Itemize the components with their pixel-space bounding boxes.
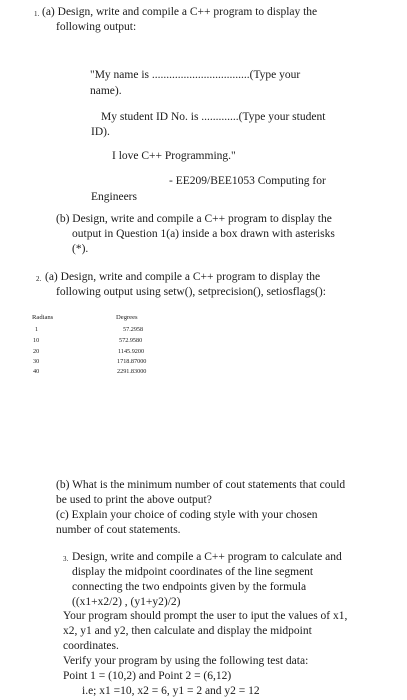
output-line-name-cont: name).: [90, 85, 122, 97]
table-header-radians: Radians: [32, 314, 54, 321]
table-cell-degrees: 572.9580: [119, 337, 143, 344]
q2a-text-line1: (a) Design, write and compile a C++ program to display the: [45, 271, 321, 283]
q1b-text-line1: (b) Design, write and compile a C++ program to display the: [56, 213, 332, 225]
q3-test-values: i.e; x1 =10, x2 = 6, y1 = 2 and y2 = 12: [82, 685, 260, 697]
table-cell-radians: 10: [33, 337, 40, 344]
output-line-course-cont: Engineers: [91, 191, 137, 203]
output-line-id-cont: ID).: [91, 126, 110, 138]
q3-test-points: Point 1 = (10,2) and Point 2 = (6,12): [63, 670, 232, 682]
q1b-text-line2: output in Question 1(a) inside a box drawn with asterisks: [72, 228, 335, 240]
output-line-name: "My name is ..................................(Type your: [90, 69, 301, 81]
q3-text-line2: display the midpoint coordinates of the line segment: [72, 566, 314, 578]
output-line-id: My student ID No. is .............(Type your student: [101, 111, 326, 123]
table-cell-radians: 1: [35, 326, 39, 333]
q1a-text-line2: following output:: [56, 21, 137, 33]
table-cell-radians: 30: [33, 358, 40, 365]
table-header-degrees: Degrees: [116, 314, 138, 321]
q1a-text-line1: (a) Design, write and compile a C++ program to display the: [42, 6, 318, 18]
table-cell-degrees: 1145.9200: [118, 348, 145, 355]
q3-text-line7: coordinates.: [63, 640, 119, 652]
q3-formula: ((x1+x2/2) , (y1+y2)/2): [72, 596, 181, 608]
q3-text-line3: connecting the two endpoints given by the formula: [72, 581, 307, 593]
output-line-love: I love C++ Programming.": [112, 150, 236, 162]
q2-number: 2.: [36, 275, 42, 283]
q1-number: 1.: [34, 10, 40, 18]
q3-text-line5: Your program should prompt the user to iput the values of x1,: [63, 610, 348, 622]
q2c-text-line2: number of cout statements.: [56, 524, 181, 536]
q2a-text-line2: following output using setw(), setprecision(), setiosflags():: [56, 286, 326, 298]
q1b-text-line3: (*).: [72, 243, 89, 255]
q3-text-line1: Design, write and compile a C++ program to calculate and: [72, 551, 342, 563]
q2c-text-line1: (c) Explain your choice of coding style with your chosen: [56, 509, 318, 521]
q3-text-line6: x2, y1 and y2, then calculate and display the midpoint: [63, 625, 312, 637]
output-line-course: - EE209/BEE1053 Computing for: [169, 175, 326, 187]
table-cell-radians: 40: [33, 368, 40, 375]
table-cell-degrees: 2291.83000: [117, 368, 147, 375]
table-cell-radians: 20: [33, 348, 40, 355]
q3-number: 3.: [63, 555, 69, 563]
table-cell-degrees: 57.2958: [123, 326, 144, 333]
q2b-text-line2: be used to print the above output?: [56, 494, 212, 506]
table-cell-degrees: 1718.87000: [117, 358, 147, 365]
q3-text-line8: Verify your program by using the following test data:: [63, 655, 309, 667]
q2b-text-line1: (b) What is the minimum number of cout statements that could: [56, 479, 346, 491]
